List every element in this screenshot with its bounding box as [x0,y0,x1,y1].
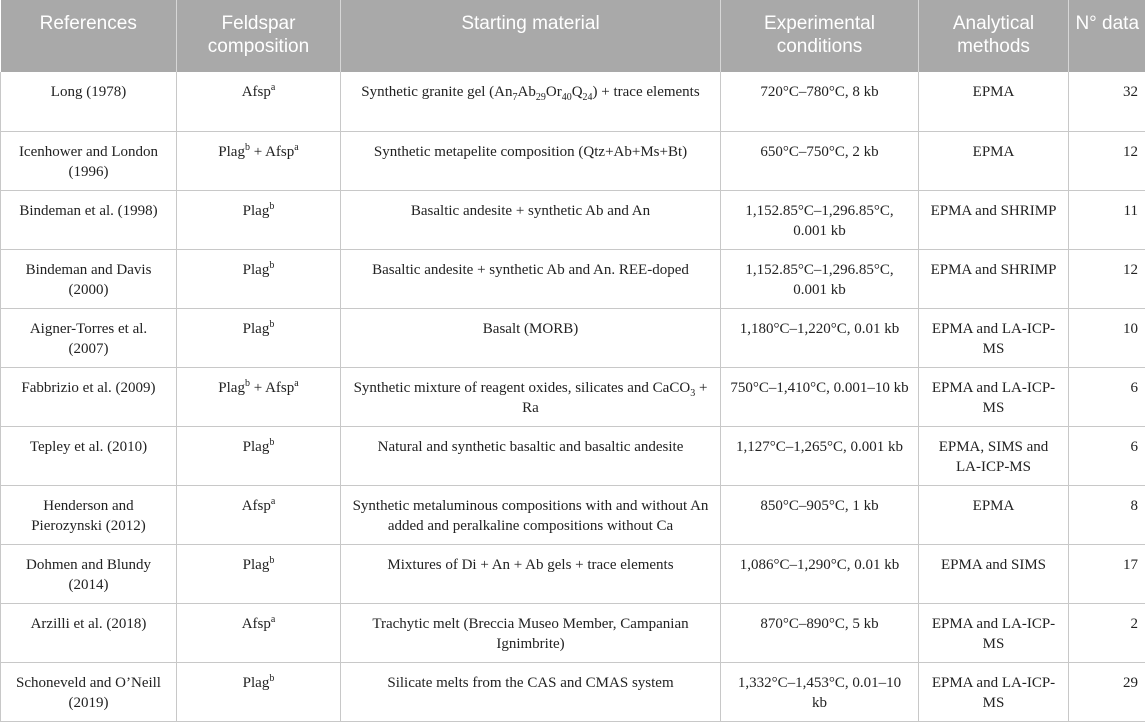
methods-cell: EPMA and LA-ICP-MS [919,308,1069,367]
reference-cell: Schoneveld and O’Neill (2019) [1,662,177,721]
starting-material-cell [341,131,721,190]
methods-cell: EPMA and SHRIMP [919,249,1069,308]
starting-material-cell [341,249,721,308]
n-data-cell: 8 [1069,485,1145,544]
feldspar-cell [177,249,341,308]
table-row [1,485,1145,544]
n-data-cell: 29 [1069,662,1145,721]
text-segment: Plag [242,320,270,337]
starting-material-cell [341,544,721,603]
reference-cell: Bindeman et al. (1998) [1,190,177,249]
text-segment: Trachytic melt (Breccia Museo Member, Campanian Ignimbrite) [372,615,689,652]
text-segment: a [270,495,276,507]
text-segment: Basaltic andesite + synthetic Ab and An. REE-doped [372,261,689,278]
methods-cell: EPMA and SHRIMP [919,190,1069,249]
feldspar-cell [177,72,341,131]
text-segment: a [270,613,276,625]
conditions-cell: 650°C–750°C, 2 kb [721,131,919,190]
feldspar-cell [177,603,341,662]
header-feldspar-composition: Feldspar composition [177,0,341,72]
table-row [1,367,1145,426]
header-analytical-methods: Analytical methods [919,0,1069,72]
text-segment: Ab [517,84,536,100]
feldspar-cell [177,131,341,190]
text-segment: Synthetic granite gel (An [361,84,513,100]
text-segment: Basaltic andesite + synthetic Ab and An [410,202,651,219]
n-data-cell: 6 [1069,426,1145,485]
text-segment: 29 [535,92,546,103]
text-segment: a [270,82,276,93]
text-segment: a [294,141,299,153]
n-data-cell: 32 [1069,72,1145,131]
table-row [1,72,1145,131]
table-row [1,249,1145,308]
text-segment: Afsp [241,615,271,632]
table-row [1,544,1145,603]
conditions-cell: 870°C–890°C, 5 kb [721,603,919,662]
reference-cell: Fabbrizio et al. (2009) [1,367,177,426]
text-segment: Silicate melts from the CAS and CMAS system [387,674,674,691]
reference-cell: Aigner-Torres et al. (2007) [1,308,177,367]
text-segment: Synthetic metapelite composition (Qtz+Ab+Ms+Bt) [373,143,688,160]
starting-material-cell [341,426,721,485]
methods-cell: EPMA and SIMS [919,544,1069,603]
text-segment: b [244,377,250,389]
n-data-cell: 2 [1069,603,1145,662]
feldspar-cell [177,426,341,485]
conditions-cell: 1,152.85°C–1,296.85°C, 0.001 kb [721,190,919,249]
text-segment: Plag [242,674,270,691]
table-row [1,131,1145,190]
starting-material-cell [341,190,721,249]
text-segment: Afsp [241,497,271,514]
reference-cell: Dohmen and Blundy (2014) [1,544,177,603]
text-segment: + Afsp [249,143,295,160]
text-segment: b [269,318,275,330]
conditions-cell: 720°C–780°C, 8 kb [721,72,919,131]
text-segment: b [269,436,275,448]
text-segment: ) + trace elements [592,84,700,100]
starting-material-cell [341,603,721,662]
text-segment: 40 [561,92,572,103]
text-segment: b [269,200,275,212]
starting-material-cell [341,662,721,721]
methods-cell: EPMA [919,72,1069,131]
header-references: References [39,13,137,34]
text-segment: Q [571,84,583,100]
conditions-cell: 1,152.85°C–1,296.85°C, 0.001 kb [721,249,919,308]
table-row [1,190,1145,249]
n-data-cell: 12 [1069,131,1145,190]
text-segment: Natural and synthetic basaltic and basaltic andesite [377,438,684,455]
conditions-cell: 750°C–1,410°C, 0.001–10 kb [721,367,919,426]
reference-cell: Arzilli et al. (2018) [1,603,177,662]
text-segment: Plag [242,556,270,573]
table-body [1,72,1145,721]
table-row [1,426,1145,485]
table-row [1,662,1145,721]
text-segment: b [269,672,275,684]
n-data-cell: 11 [1069,190,1145,249]
text-segment: Synthetic metaluminous compositions with and without An added and peralkaline compositions without Ca [352,497,709,534]
methods-cell: EPMA and LA-ICP-MS [919,662,1069,721]
methods-cell: EPMA and LA-ICP-MS [919,603,1069,662]
methods-cell: EPMA [919,485,1069,544]
header-starting-material: Starting material [341,0,721,72]
feldspar-cell [177,544,341,603]
reference-cell: Henderson and Pierozynski (2012) [1,485,177,544]
conditions-cell: 850°C–905°C, 1 kb [721,485,919,544]
feldspar-cell [177,367,341,426]
text-segment: 24 [582,92,593,103]
n-data-cell: 10 [1069,308,1145,367]
starting-material-cell [341,485,721,544]
n-data-cell: 17 [1069,544,1145,603]
reference-cell: Icenhower and London (1996) [1,131,177,190]
methods-cell: EPMA [919,131,1069,190]
text-segment: 3 [690,387,696,399]
text-segment: Synthetic mixture of reagent oxides, silicates and CaCO [353,379,691,396]
text-segment: b [269,554,275,566]
text-segment: Afsp [241,84,271,100]
text-segment: b [244,141,250,153]
text-segment: Or [545,84,562,100]
starting-material-cell [341,308,721,367]
text-segment: + Ra [522,379,708,416]
methods-cell: EPMA, SIMS and LA-ICP-MS [919,426,1069,485]
n-data-cell: 6 [1069,367,1145,426]
text-segment: Plag [218,379,245,396]
starting-material-cell [341,367,721,426]
header-row [1,0,1145,72]
reference-cell: Bindeman and Davis (2000) [1,249,177,308]
table-row [1,603,1145,662]
conditions-cell: 1,127°C–1,265°C, 0.001 kb [721,426,919,485]
table-row [1,308,1145,367]
methods-cell: EPMA and LA-ICP-MS [919,367,1069,426]
text-segment: Mixtures of Di + An + Ab gels + trace elements [387,556,674,573]
feldspar-cell [177,662,341,721]
reference-cell: Tepley et al. (2010) [1,426,177,485]
conditions-cell: 1,180°C–1,220°C, 0.01 kb [721,308,919,367]
text-segment: a [294,377,299,389]
text-segment: Plag [242,202,270,219]
text-segment: Plag [242,438,270,455]
text-segment: b [269,259,275,271]
feldspar-cell [177,308,341,367]
text-segment: Plag [242,261,270,278]
header-n-data: N° data [1069,0,1145,72]
text-segment: + Afsp [249,379,295,396]
conditions-cell: 1,086°C–1,290°C, 0.01 kb [721,544,919,603]
feldspar-cell [177,485,341,544]
reference-cell: Long (1978) [1,72,177,131]
header-experimental-conditions: Experimental conditions [721,0,919,72]
text-segment: Plag [218,143,245,160]
text-segment: 7 [512,92,518,103]
starting-material-cell [341,72,721,131]
n-data-cell: 12 [1069,249,1145,308]
feldspar-cell [177,190,341,249]
text-segment: Basalt (MORB) [482,320,579,337]
conditions-cell: 1,332°C–1,453°C, 0.01–10 kb [721,662,919,721]
